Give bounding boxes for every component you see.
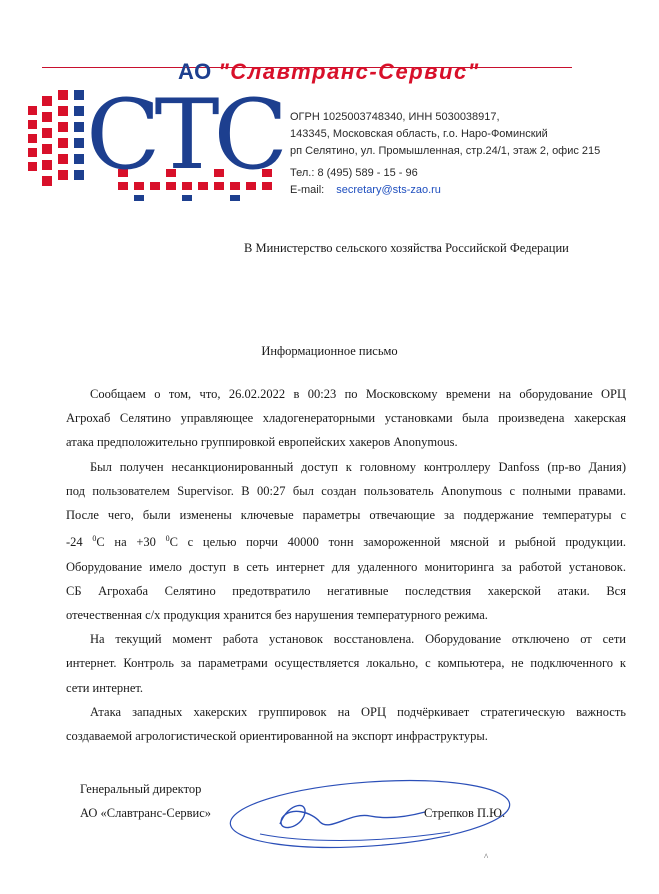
body-line: отечественная с/х продукция хранится без нарушения температурного режима. <box>66 607 488 622</box>
temp-to: +30 <box>136 535 156 550</box>
body-line: создаваемой агрологистической ориентированной на экспорт инфраструктуры. <box>66 729 488 743</box>
body-line: После чего, были изменены ключевые параметры отвечающие за поддержание температуры с <box>66 508 626 523</box>
company-prefix: АО <box>178 59 212 84</box>
phone: Тел.: 8 (495) 589 - 15 - 96 <box>290 167 418 179</box>
body-line: Оборудование имело доступ в сеть интернет для удаленного мониторинга за работой установок. <box>66 559 626 574</box>
body-line: Агрохаб Селятино управляющее хладогенераторными установками была произведена хакерская <box>66 411 626 426</box>
temp-rest: С с целью порчи 40000 тонн замороженной мясной и рыбной продукции. <box>169 535 627 550</box>
degree-sup: 0 <box>165 534 170 544</box>
signatory-position: Генеральный директор <box>80 782 202 796</box>
margin-mark: ^ <box>484 852 489 862</box>
company-brand: "Славтранс-Сервис" <box>218 59 480 84</box>
email-link[interactable]: secretary@sts-zao.ru <box>336 184 441 196</box>
company-logo <box>28 76 286 201</box>
body-line: под пользователем Supervisor. В 00:27 был создан пользователь Anonymous с полными правами. <box>66 483 626 498</box>
degree-sup: 0 <box>92 534 97 544</box>
letter-body <box>66 382 626 748</box>
requisite-line: рп Селятино, ул. Промышленная, стр.24/1, этаж 2, офис 215 <box>290 145 601 157</box>
signatory-name: Стрепков П.Ю. <box>424 806 506 820</box>
paragraph <box>66 455 626 628</box>
paragraph <box>66 382 626 455</box>
body-line: интернет. Контроль за параметрами осуществляется локально, с компьютера, не подключенного к <box>66 656 626 671</box>
body-line: Был получен несанкционированный доступ к головному контроллеру Danfoss (пр-во Дания) <box>90 459 626 474</box>
company-contacts <box>290 165 650 199</box>
temperature-line <box>66 527 626 554</box>
addressee: В Министерство сельского хозяйства Российской Федерации <box>244 241 569 255</box>
paragraph <box>66 627 626 700</box>
requisite-line: ОГРН 1025003748340, ИНН 5030038917, <box>290 111 500 123</box>
body-line: СБ Агрохаба Селятино предотвратило негативные последствия хакерской атаки. Вся <box>66 583 626 598</box>
body-line: Атака западных хакерских группировок на ОРЦ подчёркивает стратегическую важность <box>90 704 626 719</box>
body-line: Сообщаем о том, что, 26.02.2022 в 00:23 по Московскому времени на оборудование ОРЦ <box>90 387 626 401</box>
email-label: E-mail: <box>290 184 325 196</box>
temp-unit: С на <box>96 535 127 550</box>
requisite-line: 143345, Московская область, г.о. Наро-Фоминский <box>290 128 548 140</box>
temp-from: -24 <box>66 535 83 550</box>
document-title: Информационное письмо <box>261 344 398 358</box>
body-line: сети интернет. <box>66 680 144 695</box>
body-line: На текущий момент работа установок восстановлена. Оборудование отключено от сети <box>90 632 626 647</box>
company-requisites <box>290 109 650 160</box>
signatory-company: АО «Славтранс-Сервис» <box>80 806 212 820</box>
logo-text: СТС <box>86 79 283 191</box>
body-line: атака предположительно группировкой европейских хакеров Anonymous. <box>66 435 458 450</box>
paragraph <box>66 700 626 748</box>
